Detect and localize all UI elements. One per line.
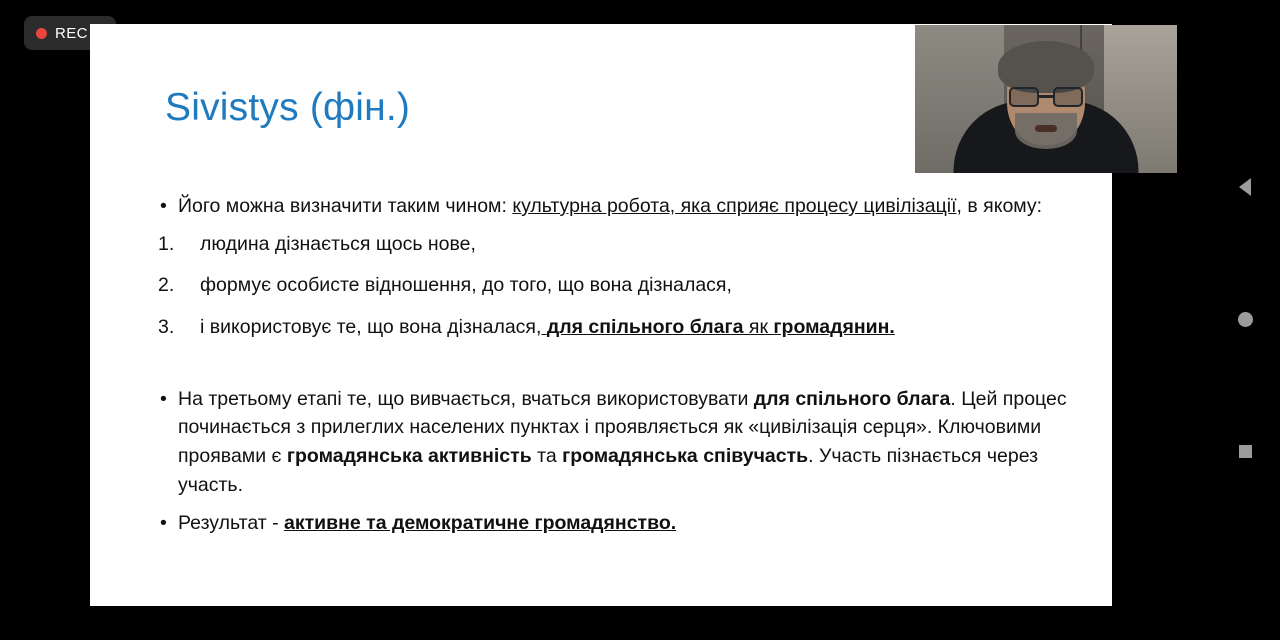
text-run: активне та демократичне громадянство.	[284, 512, 677, 535]
list-item-text	[200, 230, 1090, 259]
text-run: Результат -	[178, 512, 285, 535]
slide-bullet	[156, 192, 1090, 221]
text-run: людина дізнається щось нове,	[200, 232, 476, 255]
triangle-left-icon	[1239, 178, 1251, 196]
text-run: культурна робота, яка сприяє процесу цивілізації	[512, 195, 957, 217]
slide-body	[156, 192, 1090, 547]
webcam-person-mouth	[1035, 125, 1057, 132]
webcam-person-hair	[998, 41, 1094, 93]
record-button[interactable]	[1232, 306, 1258, 332]
text-run: . Цей процес починається з прилеглих населених пунктах і проявляється як «цивілізація серця». Ключовими проявами є	[178, 387, 1067, 467]
text-run: громадянська співучасть	[562, 444, 809, 467]
glasses-icon	[1009, 87, 1083, 107]
glasses-bridge	[1039, 95, 1053, 98]
text-run: для спільного блага	[753, 387, 951, 410]
stop-button[interactable]	[1232, 438, 1258, 464]
previous-icon[interactable]	[1232, 174, 1258, 200]
numbered-list-item	[156, 230, 1090, 259]
text-run: ,	[536, 315, 547, 338]
recording-label: REC	[55, 24, 88, 42]
intro-bullet-list	[156, 192, 1090, 221]
slide-bullet	[156, 385, 1090, 500]
list-item-text	[200, 271, 1090, 300]
text-run: громадянська активність	[286, 444, 532, 467]
text-run: На третьому етапі те, що вивчається, вчаться використовувати	[178, 387, 754, 410]
numbered-list-item	[156, 271, 1090, 300]
record-dot-icon	[36, 28, 47, 39]
text-run: Його можна визначити таким чином:	[178, 195, 513, 217]
list-item-number: 3.	[158, 315, 175, 338]
list-item-number: 1.	[158, 232, 175, 255]
list-item-number: 2.	[158, 274, 175, 297]
slide-title: Sivistys (фін.)	[165, 86, 411, 129]
glasses-right-lens	[1053, 87, 1083, 107]
text-run: і використовує те, що вона дізналася	[200, 315, 536, 338]
text-run: для спільного блага	[546, 315, 744, 338]
circle-icon	[1238, 312, 1253, 327]
text-run: формує особисте відношення, до того, що вона дізналася,	[200, 274, 732, 297]
summary-bullet-list	[156, 385, 1090, 538]
glasses-left-lens	[1009, 87, 1039, 107]
slide-bullet	[156, 509, 1090, 538]
numbered-list-item	[156, 313, 1090, 342]
presenter-webcam[interactable]	[915, 25, 1177, 173]
text-run: громадянин.	[773, 315, 895, 338]
text-run: , в якому:	[956, 195, 1043, 217]
square-icon	[1239, 445, 1252, 458]
text-run: . Участь пізнається через участь.	[178, 444, 1039, 496]
list-item-text	[200, 313, 1090, 342]
spacer	[156, 355, 1090, 385]
text-run: та	[531, 444, 563, 467]
recorder-control-rail	[1210, 0, 1280, 640]
numbered-list	[156, 230, 1090, 342]
text-run: як	[743, 315, 774, 338]
